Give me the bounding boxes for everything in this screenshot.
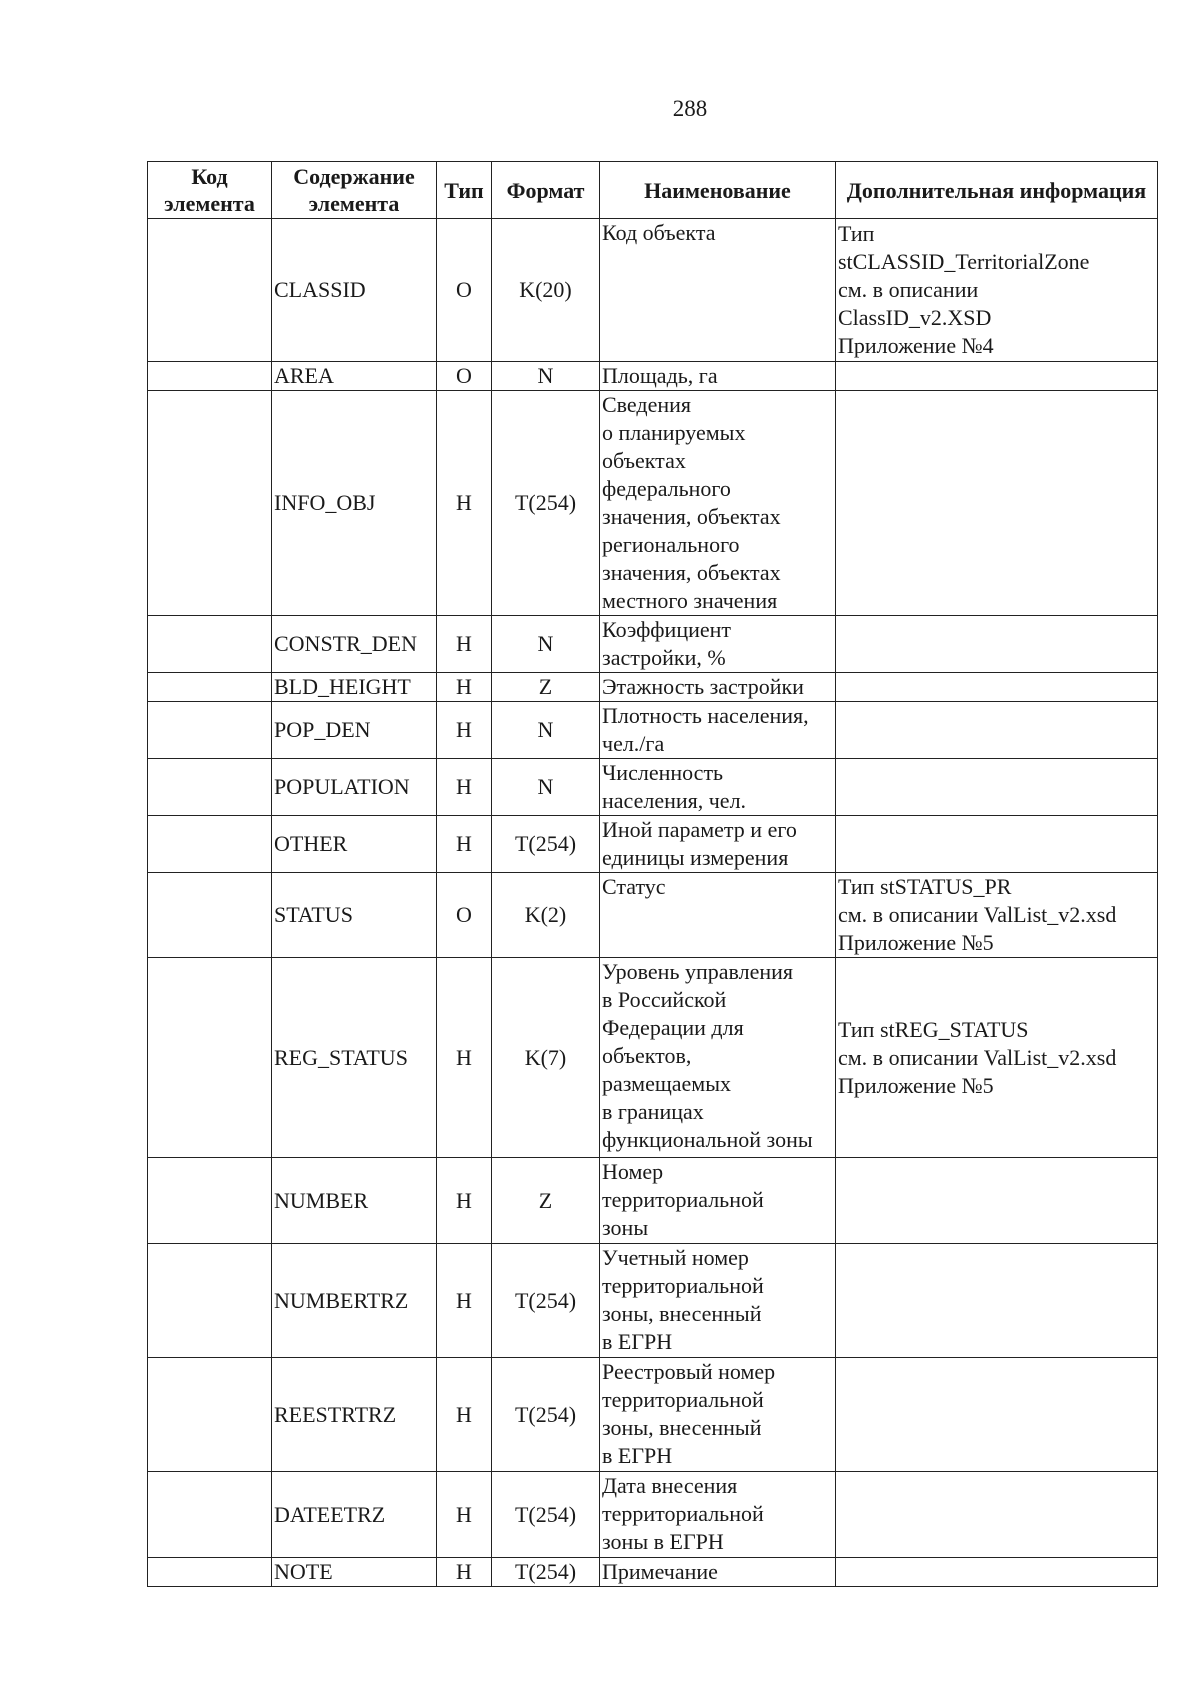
element-format-cell: N xyxy=(492,362,600,391)
element-type-cell: Н xyxy=(437,1358,492,1472)
element-name-cell: INFO_OBJ xyxy=(272,391,437,616)
element-name-cell: DATEETRZ xyxy=(272,1472,437,1558)
table-row xyxy=(148,616,1158,673)
element-code-cell xyxy=(148,1472,272,1558)
element-format-cell: T(254) xyxy=(492,1472,600,1558)
element-title-cell: Коэффициент застройки, % xyxy=(600,616,836,673)
element-code-cell xyxy=(148,1558,272,1587)
element-info-cell xyxy=(836,1158,1158,1244)
element-name-cell: STATUS xyxy=(272,873,437,958)
element-name-cell: REESTRTRZ xyxy=(272,1358,437,1472)
element-name-cell: REG_STATUS xyxy=(272,958,437,1158)
element-info-cell xyxy=(836,391,1158,616)
table-row xyxy=(148,702,1158,759)
element-spec-table xyxy=(147,161,1158,1587)
element-title-cell: Уровень управления в Российской Федерации для объектов, размещаемых в границах функциональной зоны xyxy=(600,958,836,1158)
table-row xyxy=(148,1358,1158,1472)
element-title-cell: Статус xyxy=(600,873,836,958)
element-format-cell: T(254) xyxy=(492,1558,600,1587)
element-title-cell: Номер территориальной зоны xyxy=(600,1158,836,1244)
element-info-cell xyxy=(836,616,1158,673)
header-format: Формат xyxy=(492,162,600,219)
table-row xyxy=(148,1472,1158,1558)
element-format-cell: N xyxy=(492,616,600,673)
element-title-cell: Сведения о планируемых объектах федерального значения, объектах регионального значения, объектах местного значения xyxy=(600,391,836,616)
element-type-cell: Н xyxy=(437,391,492,616)
element-title-cell: Численность населения, чел. xyxy=(600,759,836,816)
element-info-cell xyxy=(836,1558,1158,1587)
element-type-cell: О xyxy=(437,362,492,391)
element-name-cell: POP_DEN xyxy=(272,702,437,759)
table-row xyxy=(148,958,1158,1158)
element-type-cell: О xyxy=(437,873,492,958)
element-code-cell xyxy=(148,219,272,362)
element-code-cell xyxy=(148,1358,272,1472)
element-name-cell: CLASSID xyxy=(272,219,437,362)
element-format-cell: K(2) xyxy=(492,873,600,958)
element-code-cell xyxy=(148,391,272,616)
element-info-cell xyxy=(836,1358,1158,1472)
element-name-cell: NOTE xyxy=(272,1558,437,1587)
element-format-cell: N xyxy=(492,702,600,759)
element-type-cell: О xyxy=(437,219,492,362)
element-format-cell: T(254) xyxy=(492,1244,600,1358)
table-header-row xyxy=(148,162,1158,219)
table-row xyxy=(148,219,1158,362)
element-code-cell xyxy=(148,1158,272,1244)
header-title: Наименование xyxy=(600,162,836,219)
table-row xyxy=(148,391,1158,616)
table-row xyxy=(148,759,1158,816)
element-type-cell: Н xyxy=(437,1472,492,1558)
element-format-cell: T(254) xyxy=(492,391,600,616)
element-info-cell: Тип stCLASSID_TerritorialZone см. в описании ClassID_v2.XSD Приложение №4 xyxy=(836,219,1158,362)
element-name-cell: BLD_HEIGHT xyxy=(272,673,437,702)
header-content: Содержание элемента xyxy=(272,162,437,219)
element-code-cell xyxy=(148,673,272,702)
table-row xyxy=(148,1158,1158,1244)
element-info-cell xyxy=(836,1472,1158,1558)
element-type-cell: Н xyxy=(437,1158,492,1244)
element-format-cell: Z xyxy=(492,1158,600,1244)
element-title-cell: Площадь, га xyxy=(600,362,836,391)
element-code-cell xyxy=(148,759,272,816)
element-name-cell: POPULATION xyxy=(272,759,437,816)
page-number: 288 xyxy=(672,96,708,121)
element-info-cell xyxy=(836,816,1158,873)
element-format-cell: K(7) xyxy=(492,958,600,1158)
element-code-cell xyxy=(148,616,272,673)
element-type-cell: Н xyxy=(437,816,492,873)
element-info-cell xyxy=(836,362,1158,391)
element-title-cell: Этажность застройки xyxy=(600,673,836,702)
element-info-cell xyxy=(836,702,1158,759)
element-format-cell: T(254) xyxy=(492,816,600,873)
table-row xyxy=(148,1558,1158,1587)
element-info-cell: Тип stSTATUS_PR см. в описании ValList_v2.xsd Приложение №5 xyxy=(836,873,1158,958)
element-type-cell: Н xyxy=(437,958,492,1158)
element-code-cell xyxy=(148,1244,272,1358)
element-info-cell xyxy=(836,759,1158,816)
element-type-cell: Н xyxy=(437,702,492,759)
table-row xyxy=(148,673,1158,702)
element-code-cell xyxy=(148,702,272,759)
element-info-cell: Тип stREG_STATUS см. в описании ValList_v2.xsd Приложение №5 xyxy=(836,958,1158,1158)
element-type-cell: Н xyxy=(437,616,492,673)
element-info-cell xyxy=(836,1244,1158,1358)
element-code-cell xyxy=(148,873,272,958)
table-row xyxy=(148,1244,1158,1358)
element-name-cell: AREA xyxy=(272,362,437,391)
header-info: Дополнительная информация xyxy=(836,162,1158,219)
element-format-cell: K(20) xyxy=(492,219,600,362)
element-format-cell: Z xyxy=(492,673,600,702)
element-code-cell xyxy=(148,816,272,873)
element-format-cell: N xyxy=(492,759,600,816)
element-name-cell: OTHER xyxy=(272,816,437,873)
element-title-cell: Примечание xyxy=(600,1558,836,1587)
element-title-cell: Дата внесения территориальной зоны в ЕГРН xyxy=(600,1472,836,1558)
element-code-cell xyxy=(148,362,272,391)
element-name-cell: CONSTR_DEN xyxy=(272,616,437,673)
element-type-cell: Н xyxy=(437,1558,492,1587)
table-row xyxy=(148,873,1158,958)
element-title-cell: Иной параметр и его единицы измерения xyxy=(600,816,836,873)
element-type-cell: Н xyxy=(437,1244,492,1358)
element-title-cell: Учетный номер территориальной зоны, внесенный в ЕГРН xyxy=(600,1244,836,1358)
element-type-cell: Н xyxy=(437,759,492,816)
element-name-cell: NUMBERTRZ xyxy=(272,1244,437,1358)
element-name-cell: NUMBER xyxy=(272,1158,437,1244)
element-code-cell xyxy=(148,958,272,1158)
element-info-cell xyxy=(836,673,1158,702)
element-type-cell: Н xyxy=(437,673,492,702)
element-title-cell: Реестровый номер территориальной зоны, внесенный в ЕГРН xyxy=(600,1358,836,1472)
header-type: Тип xyxy=(437,162,492,219)
header-code: Код элемента xyxy=(148,162,272,219)
element-format-cell: T(254) xyxy=(492,1358,600,1472)
table-row xyxy=(148,816,1158,873)
element-title-cell: Плотность населения, чел./га xyxy=(600,702,836,759)
table-row xyxy=(148,362,1158,391)
element-title-cell: Код объекта xyxy=(600,219,836,362)
